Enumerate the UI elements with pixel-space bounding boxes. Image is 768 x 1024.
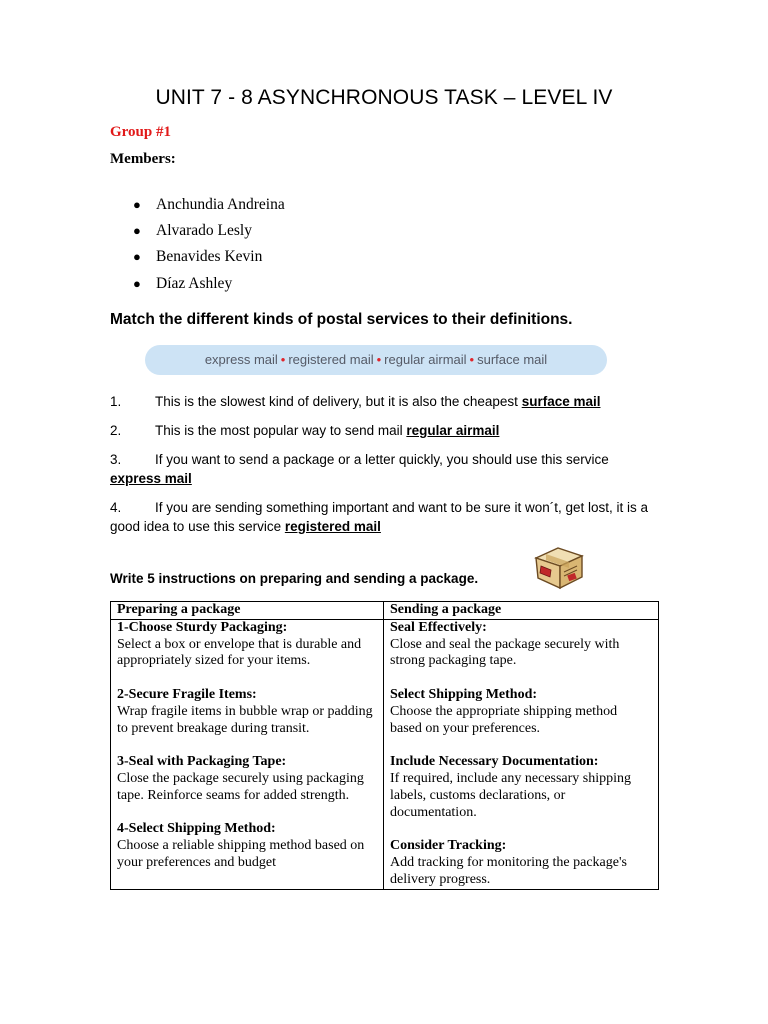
- bullet-icon: ●: [133, 276, 141, 291]
- member-item: [133, 248, 262, 266]
- question-item: [110, 392, 660, 411]
- word-bank-separator: •: [376, 352, 382, 367]
- bullet-icon: ●: [133, 249, 141, 264]
- question-text: This is the slowest kind of delivery, but it is also the cheapest: [155, 394, 522, 409]
- table-header-sending: Sending a package: [384, 602, 659, 620]
- table-row: [111, 619, 659, 889]
- preparing-step: [117, 687, 377, 737]
- step-text: If required, include any necessary shipping labels, customs declarations, or documentation.: [390, 770, 632, 820]
- step-title: 3-Seal with Packaging Tape:: [117, 754, 287, 770]
- member-name: Alvarado Lesly: [156, 222, 252, 239]
- sending-step: [390, 620, 652, 670]
- group-label: Group #1: [110, 124, 171, 140]
- member-item: [133, 196, 285, 214]
- sending-step: [390, 754, 652, 821]
- package-icon: [532, 544, 586, 590]
- step-text: Choose a reliable shipping method based on your preferences and budget: [117, 838, 365, 870]
- preparing-step: [117, 754, 377, 804]
- members-label: Members:: [110, 151, 176, 167]
- word-bank-separator: •: [469, 352, 475, 367]
- instructions-heading: Write 5 instructions on preparing and sending a package.: [110, 571, 479, 586]
- step-text: Select a box or envelope that is durable and appropriately sized for your items.: [117, 636, 362, 669]
- member-name: Anchundia Andreina: [156, 196, 285, 213]
- step-title: Include Necessary Documentation:: [390, 754, 599, 770]
- word-bank: [145, 345, 607, 375]
- step-text: Wrap fragile items in bubble wrap or padding to prevent breakage during transit.: [117, 703, 373, 736]
- question-number: 3.: [110, 452, 122, 467]
- question-answer: surface mail: [521, 394, 601, 409]
- sending-column: [384, 619, 659, 889]
- bullet-icon: ●: [133, 223, 141, 238]
- page-title: UNIT 7 - 8 ASYNCHRONOUS TASK – LEVEL IV: [155, 86, 613, 109]
- question-text: If you want to send a package or a letter quickly, you should use this service: [155, 452, 609, 467]
- match-heading: Match the different kinds of postal services to their definitions.: [110, 311, 573, 328]
- step-text: Choose the appropriate shipping method based on your preferences.: [390, 703, 618, 736]
- question-answer: regular airmail: [406, 423, 500, 438]
- member-item: [133, 222, 252, 240]
- question-text: If you are sending something important and want to be sure it won´t, get lost, it is a good idea to use this service: [110, 500, 649, 534]
- instructions-table: [110, 601, 659, 890]
- step-title: 4-Select Shipping Method:: [117, 821, 276, 837]
- question-answer: express mail: [110, 471, 192, 486]
- step-text: Add tracking for monitoring the package's delivery progress.: [390, 854, 627, 887]
- question-item: [110, 450, 660, 488]
- sending-step: [390, 838, 652, 888]
- question-item: [110, 498, 660, 536]
- step-title: 2-Secure Fragile Items:: [117, 686, 257, 702]
- preparing-column: [111, 619, 384, 889]
- preparing-step: [117, 821, 377, 871]
- table-header-row: [111, 602, 659, 620]
- member-name: Benavides Kevin: [156, 248, 263, 265]
- step-title: Select Shipping Method:: [390, 686, 538, 702]
- word-bank-term: regular airmail: [384, 352, 467, 367]
- step-text: Close the package securely using packaging tape. Reinforce seams for added strength.: [117, 770, 364, 803]
- preparing-step: [117, 620, 377, 670]
- word-bank-term: surface mail: [477, 352, 548, 367]
- step-text: Close and seal the package securely with strong packaging tape.: [390, 636, 620, 669]
- member-item: [133, 275, 232, 293]
- question-text: This is the most popular way to send mail: [155, 423, 407, 438]
- step-title: Consider Tracking:: [390, 838, 507, 854]
- question-item: [110, 421, 660, 440]
- question-number: 1.: [110, 394, 122, 409]
- question-number: 2.: [110, 423, 122, 438]
- question-number: 4.: [110, 500, 122, 515]
- question-answer: registered mail: [284, 519, 381, 534]
- sending-step: [390, 687, 652, 737]
- word-bank-term: registered mail: [288, 352, 374, 367]
- table-header-preparing: Preparing a package: [111, 602, 384, 620]
- step-title: 1-Choose Sturdy Packaging:: [117, 619, 288, 635]
- word-bank-term: express mail: [204, 352, 278, 367]
- step-title: Seal Effectively:: [390, 619, 487, 635]
- word-bank-separator: •: [280, 352, 286, 367]
- bullet-icon: ●: [133, 197, 141, 212]
- member-name: Díaz Ashley: [156, 275, 233, 292]
